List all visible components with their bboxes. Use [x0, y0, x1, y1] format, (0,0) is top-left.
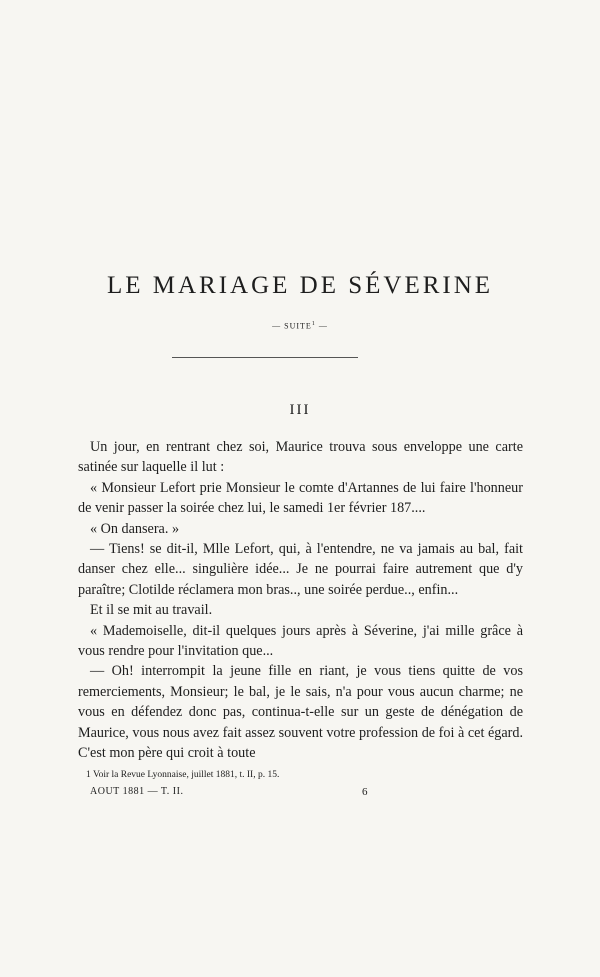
chapter-number: III	[289, 402, 311, 418]
paragraph: « Monsieur Lefort prie Monsieur le comte d'Artannes de lui faire l'honneur de venir passer la soirée chez lui, le samedi 1er février 187....	[78, 479, 523, 517]
page-footer-signature: 6	[362, 786, 368, 798]
page-footer-issue: AOUT 1881 — T. II.	[90, 786, 184, 797]
footnote-marker: 1	[311, 321, 316, 327]
subtitle-text: — SUITE	[272, 321, 312, 331]
paragraph: — Oh! interrompit la jeune fille en riant, je vous tiens quitte de vos remerciements, Monsieur; le bal, je le sais, n'a pour vous aucun charme; ne vous en défendez donc pas, continua-t-elle sur un geste de dénégation de Maurice, vous nous avez fait assez souvent votre profession de foi à cet égard. C'est mon père qui croit à toute	[78, 663, 523, 762]
subtitle-tail: —	[315, 321, 328, 331]
subtitle-continuation	[0, 321, 600, 331]
footnote: 1 Voir la Revue Lyonnaise, juillet 1881, t. II, p. 15.	[86, 770, 280, 780]
paragraph: Et il se mit au travail.	[90, 602, 213, 619]
section-divider	[172, 357, 358, 358]
paragraph: Un jour, en rentrant chez soi, Maurice trouva sous enveloppe une carte satinée sur laquelle il lut :	[78, 439, 523, 476]
article-title: LE MARIAGE DE SÉVERINE	[106, 272, 494, 299]
paragraph: « Mademoiselle, dit-il quelques jours après à Séverine, j'ai mille grâce à vous rendre pour l'invitation que...	[78, 622, 523, 660]
paragraph: — Tiens! se dit-il, Mlle Lefort, qui, à l'entendre, ne va jamais au bal, fait danser chez elle... singulière idée... Je ne pourrai faire autrement que d'y paraître; Clotilde réclamera mon bras.., une soirée perdue.., enfin...	[78, 541, 523, 598]
body-text	[78, 437, 523, 764]
paragraph: « On dansera. »	[90, 520, 180, 537]
